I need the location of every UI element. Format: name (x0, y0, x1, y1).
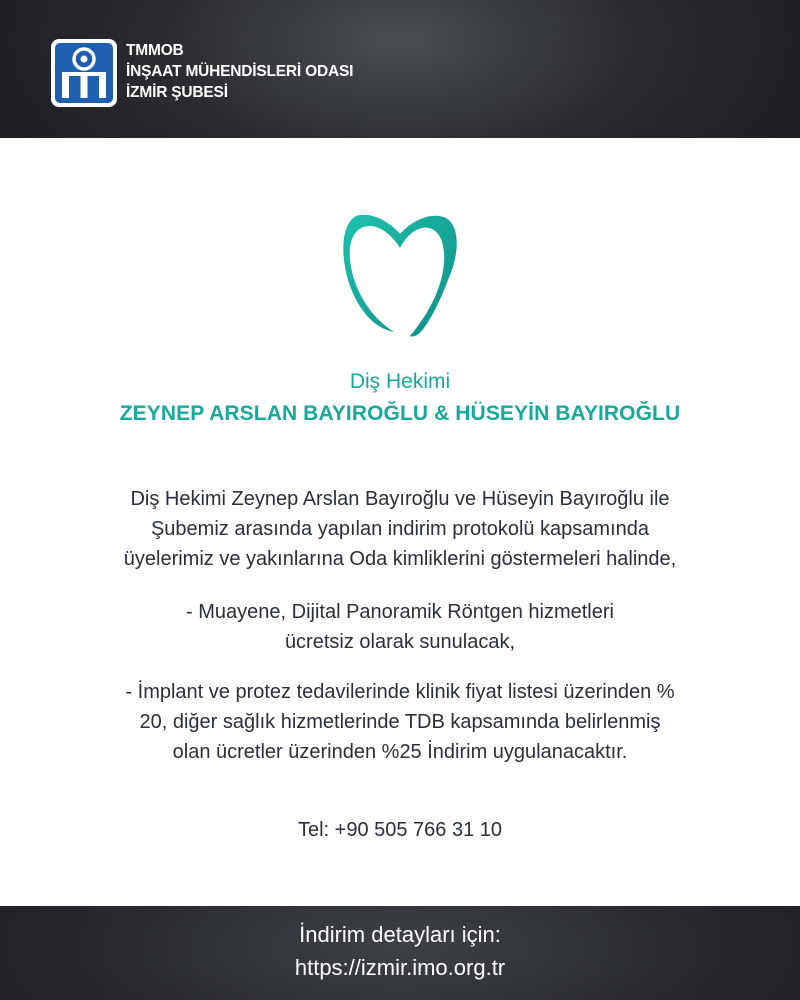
footer-details-label: İndirim detayları için: (299, 922, 501, 947)
header-banner (0, 0, 800, 138)
benefit-item-1 (40, 597, 760, 657)
intro-line: üyelerimiz ve yakınlarına Oda kimliklerini göstermeleri halinde, (123, 548, 677, 570)
organization-name (126, 40, 353, 103)
benefit-line: - Muayene, Dijital Panoramik Röntgen hizmetleri (186, 601, 614, 623)
benefit-line: olan ücretler üzerinden %25 İndirim uygulanacaktır. (172, 741, 628, 763)
intro-line: Diş Hekimi Zeynep Arslan Bayıroğlu ve Hüseyin Bayıroğlu ile (130, 488, 670, 510)
intro-line: Şubemiz arasında yapılan indirim protokolü kapsamında (150, 518, 650, 540)
doctor-names: ZEYNEP ARSLAN BAYIROĞLU & HÜSEYİN BAYIROĞLU (119, 402, 681, 425)
org-line-2: İNŞAAT MÜHENDİSLERİ ODASI (126, 63, 354, 80)
phone-number: Tel: +90 505 766 31 10 (297, 819, 503, 841)
profession-subtitle: Diş Hekimi (349, 370, 451, 393)
benefit-line: - İmplant ve protez tedavilerinde klinik fiyat listesi üzerinden % (125, 681, 675, 703)
tooth-icon (338, 210, 462, 340)
benefit-line: ücretsiz olarak sunulacak, (284, 631, 516, 653)
benefit-item-2 (40, 677, 760, 767)
intro-paragraph (40, 484, 760, 574)
org-line-3: İZMİR ŞUBESİ (126, 84, 228, 101)
imo-logo-icon (50, 38, 118, 108)
footer-website-link[interactable]: https://izmir.imo.org.tr (294, 955, 506, 980)
benefit-line: 20, diğer sağlık hizmetlerinde TDB kapsamında belirlenmiş (139, 711, 661, 733)
org-line-1: TMMOB (126, 42, 184, 59)
